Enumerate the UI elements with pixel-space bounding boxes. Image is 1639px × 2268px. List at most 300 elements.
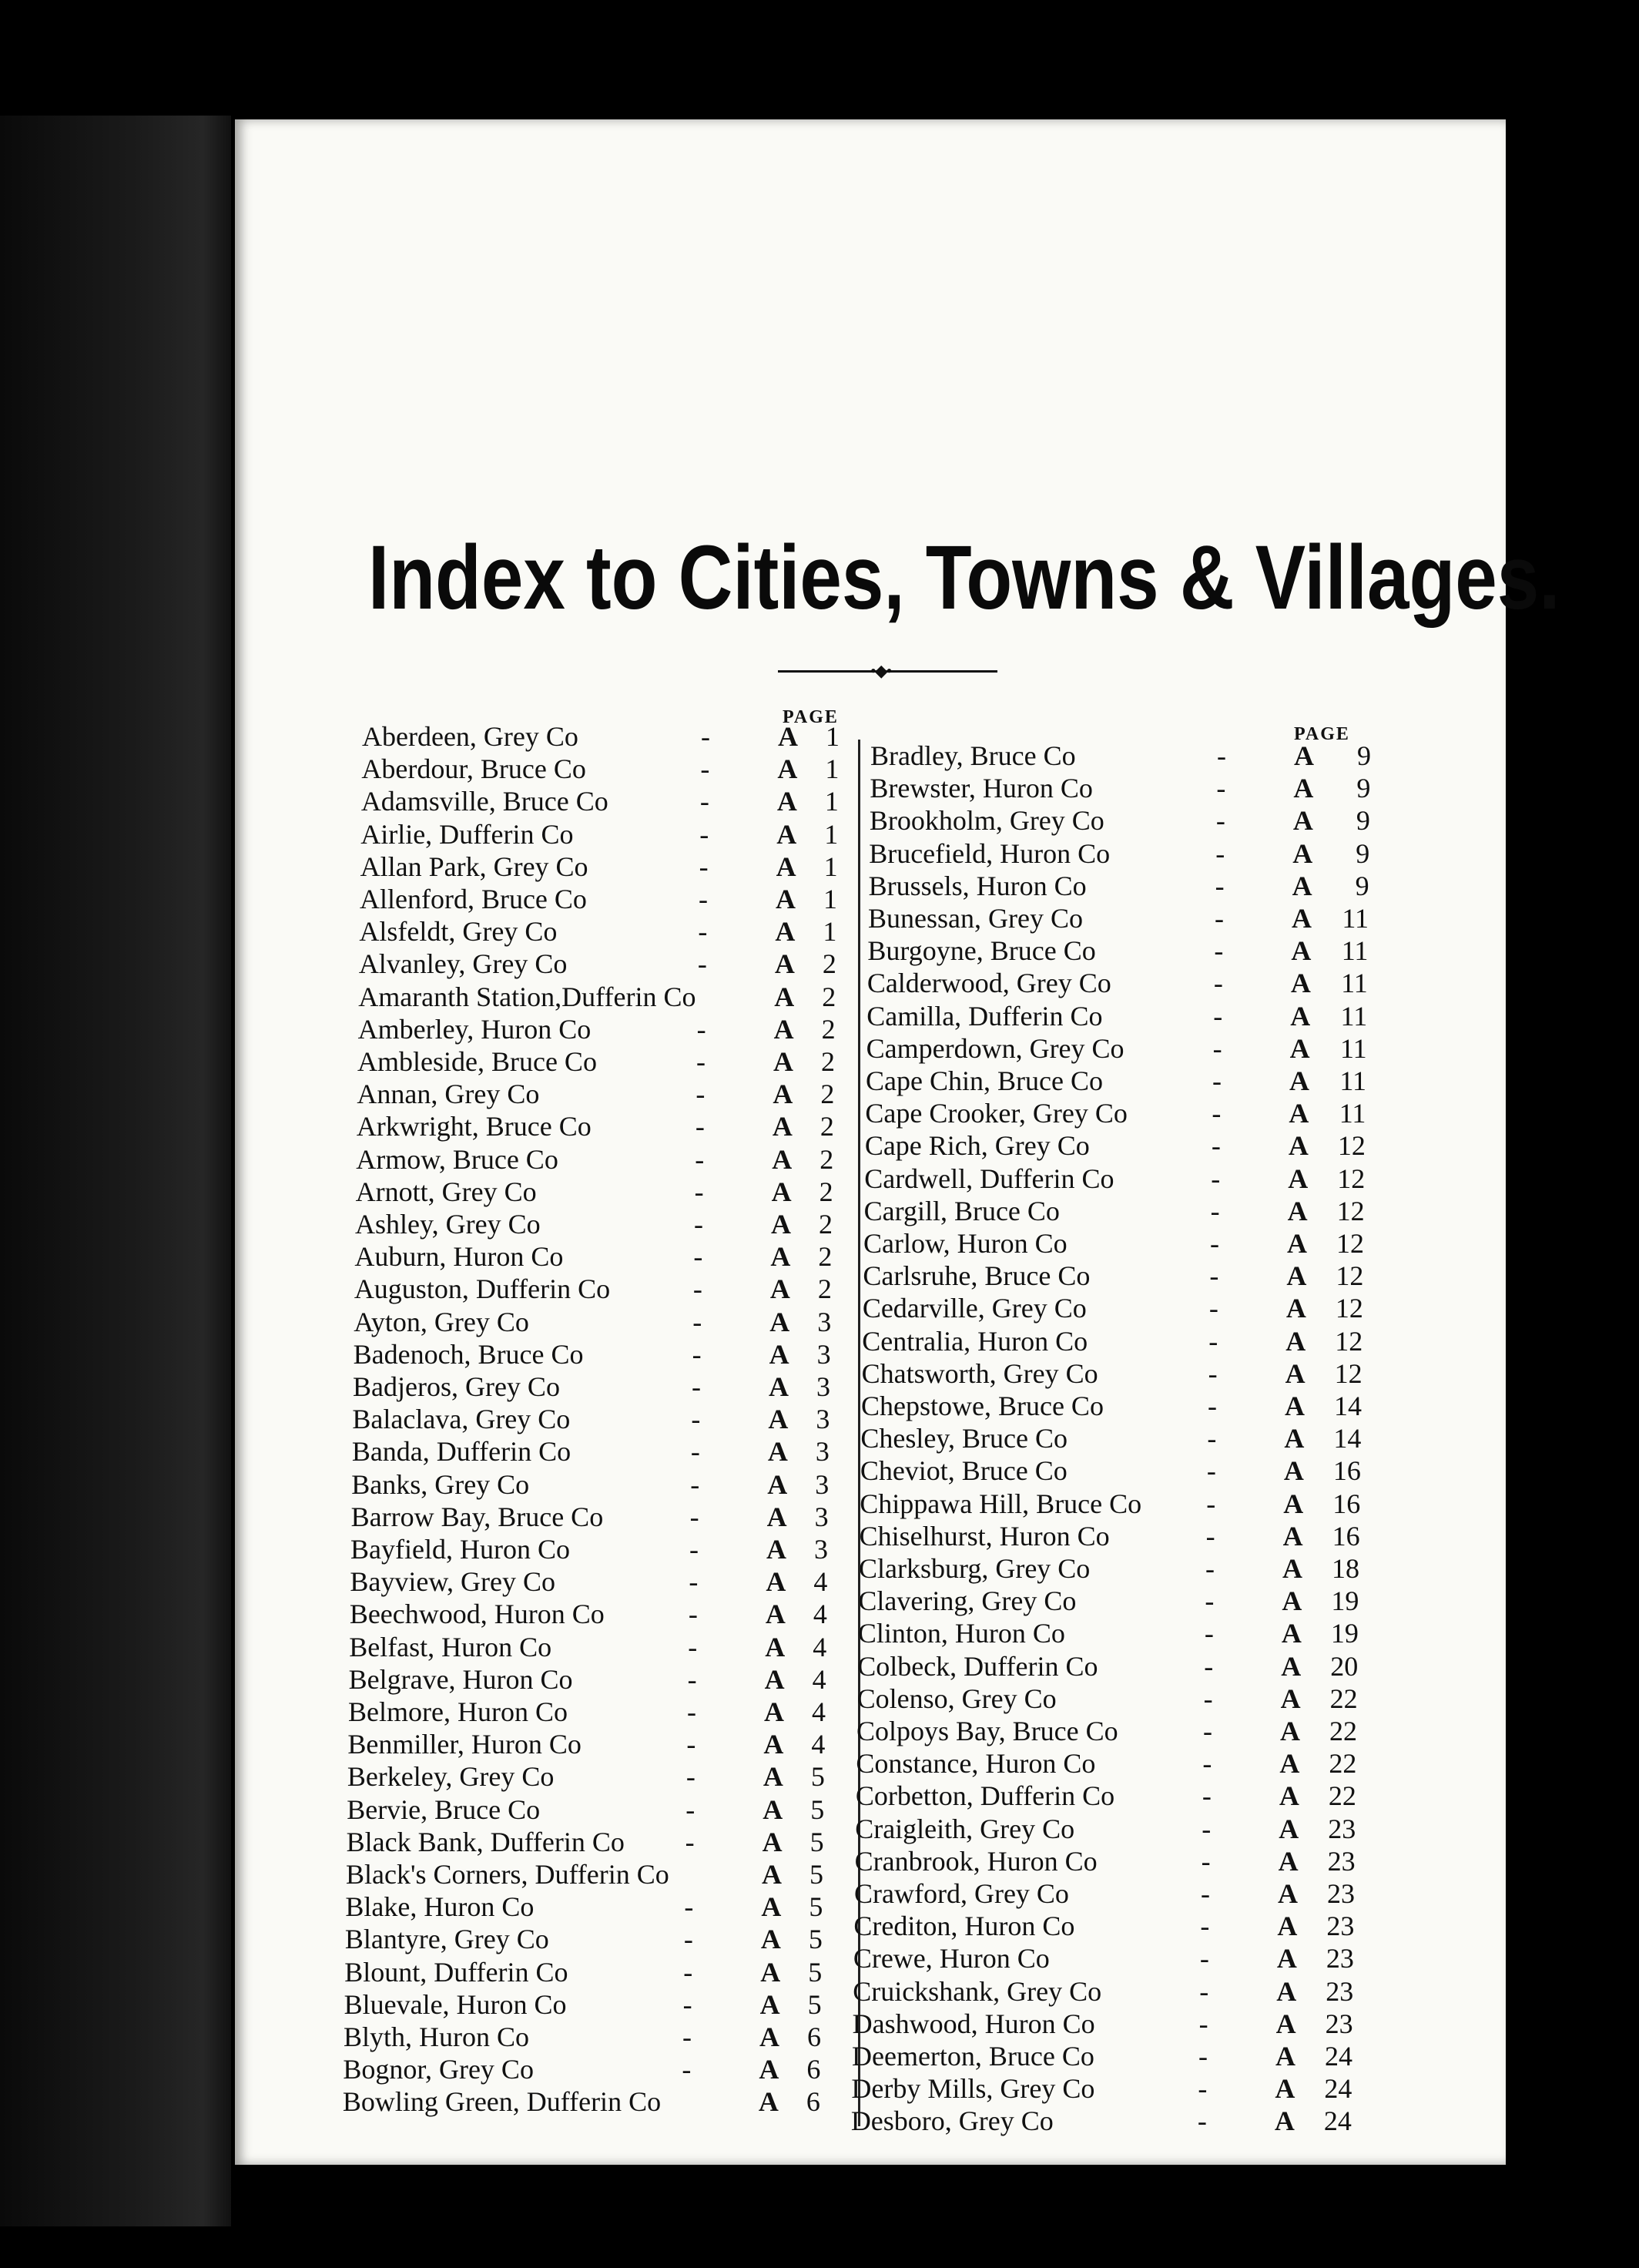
- entry-leader: -: [1212, 1098, 1222, 1129]
- entry-page: 12: [1337, 1130, 1366, 1162]
- entry-page: 6: [806, 2054, 821, 2085]
- index-entry: [870, 772, 1378, 804]
- entry-page: 1: [824, 818, 839, 850]
- index-entry: [854, 1877, 1362, 1910]
- entry-name: Badjeros, Grey Co: [353, 1371, 560, 1402]
- index-entry: [354, 1240, 847, 1273]
- entry-section: A: [1289, 1065, 1309, 1096]
- entry-leader: -: [1202, 1780, 1212, 1812]
- entry-leader: -: [698, 916, 708, 948]
- entry-section: A: [1292, 870, 1312, 901]
- entry-leader: -: [1203, 1683, 1213, 1714]
- index-entry: [344, 2021, 836, 2053]
- entry-name: Chesley, Bruce Co: [860, 1423, 1068, 1454]
- index-entry: [354, 1306, 846, 1338]
- entry-page: 23: [1328, 1813, 1356, 1844]
- entry-name: Bunessan, Grey Co: [868, 903, 1083, 934]
- index-entry: [853, 1910, 1362, 1942]
- index-entry: [862, 1357, 1370, 1390]
- entry-leader: -: [1198, 2073, 1208, 2105]
- entry-leader: -: [1215, 903, 1224, 934]
- entry-page: 1: [825, 753, 840, 785]
- entry-leader: -: [1214, 935, 1224, 967]
- entry-name: Craigleith, Grey Co: [855, 1813, 1075, 1844]
- entry-name: Aberdour, Bruce Co: [361, 753, 586, 785]
- entry-page: 22: [1329, 1748, 1357, 1780]
- entry-section: A: [1294, 740, 1314, 771]
- entry-name: Arnott, Grey Co: [355, 1176, 537, 1207]
- index-entry: [358, 981, 851, 1013]
- entry-leader: -: [697, 948, 707, 980]
- entry-section: A: [1280, 1716, 1300, 1746]
- index-entry: [867, 967, 1376, 999]
- entry-name: Blantyre, Grey Co: [344, 1924, 549, 1955]
- entry-page: 23: [1327, 1845, 1356, 1877]
- index-entry: [865, 1097, 1373, 1129]
- entry-leader: -: [1207, 1423, 1217, 1454]
- entry-name: Beechwood, Huron Co: [349, 1599, 605, 1630]
- entry-name: Alsfeldt, Grey Co: [359, 916, 558, 948]
- entry-section: A: [766, 1566, 786, 1598]
- entry-section: A: [1289, 1098, 1309, 1129]
- entry-page: 2: [818, 1241, 833, 1273]
- entry-section: A: [1278, 1845, 1299, 1877]
- entry-page: 5: [807, 1988, 822, 2020]
- entry-page: 2: [822, 948, 836, 980]
- entry-section: A: [1278, 1878, 1298, 1909]
- entry-section: A: [1276, 1975, 1297, 2007]
- entry-leader: -: [699, 850, 709, 882]
- entry-section: A: [769, 1338, 789, 1370]
- entry-name: Clarksburg, Grey Co: [859, 1553, 1091, 1584]
- index-entry: [354, 1273, 847, 1305]
- index-entry: [361, 785, 854, 817]
- entry-section: A: [1283, 1455, 1304, 1487]
- entry-section: A: [1287, 1195, 1308, 1226]
- entry-section: A: [759, 2021, 779, 2052]
- entry-section: A: [766, 1534, 786, 1565]
- page-title: Index to Cities, Towns & Villages.: [368, 527, 1560, 629]
- index-entry: [860, 1520, 1368, 1552]
- entry-name: Cargill, Bruce Co: [863, 1195, 1060, 1226]
- entry-leader: -: [1202, 1813, 1212, 1844]
- entry-name: Banks, Grey Co: [351, 1468, 530, 1500]
- index-entry: [869, 870, 1377, 902]
- index-entry: [863, 1260, 1371, 1292]
- entry-name: Crediton, Huron Co: [853, 1911, 1075, 1942]
- entry-leader: -: [1215, 805, 1225, 837]
- entry-section: A: [1276, 1943, 1297, 1974]
- entry-name: Aberdeen, Grey Co: [362, 721, 578, 752]
- rule-ornament: •◆•: [870, 661, 891, 680]
- entry-name: Brookholm, Grey Co: [869, 805, 1104, 837]
- entry-name: Clinton, Huron Co: [857, 1618, 1065, 1649]
- entry-leader: -: [1211, 1130, 1221, 1162]
- entry-section: A: [772, 1143, 793, 1175]
- entry-section: A: [763, 1761, 783, 1793]
- entry-section: A: [1288, 1163, 1309, 1194]
- entry-name: Chippawa Hill, Bruce Co: [860, 1488, 1142, 1519]
- entry-section: A: [1274, 2105, 1295, 2137]
- entry-page: 11: [1340, 1000, 1368, 1032]
- index-entry: [357, 1045, 850, 1078]
- entry-page: 2: [820, 1111, 834, 1142]
- entry-name: Chepstowe, Bruce Co: [861, 1391, 1104, 1421]
- entry-page: 23: [1326, 1911, 1355, 1942]
- entry-leader: -: [1208, 1293, 1218, 1324]
- index-entry: [863, 1292, 1371, 1324]
- entry-name: Colbeck, Dufferin Co: [857, 1650, 1098, 1682]
- entry-page: 22: [1329, 1716, 1357, 1746]
- entry-page: 3: [816, 1404, 830, 1435]
- entry-section: A: [1284, 1423, 1305, 1454]
- entry-leader: -: [695, 1143, 705, 1175]
- entry-leader: -: [683, 1956, 693, 1988]
- entry-name: Arkwright, Bruce Co: [356, 1111, 592, 1142]
- entry-leader: -: [1199, 1975, 1209, 2007]
- entry-section: A: [776, 884, 796, 914]
- index-entry: [355, 1208, 848, 1240]
- book-spine: [0, 116, 231, 2226]
- index-entry: [860, 1454, 1369, 1487]
- entry-section: A: [1291, 935, 1312, 967]
- entry-page: 11: [1341, 968, 1368, 999]
- index-entry: [352, 1435, 845, 1468]
- entry-leader: -: [1206, 1488, 1216, 1519]
- index-entry: [352, 1403, 845, 1435]
- index-entry: [853, 2008, 1361, 2040]
- entry-page: 5: [808, 1924, 823, 1955]
- index-entry: [864, 1163, 1373, 1195]
- entry-section: A: [777, 753, 798, 785]
- entry-name: Armow, Bruce Co: [356, 1143, 558, 1175]
- entry-page: 5: [809, 1859, 823, 1890]
- index-entry: [866, 1065, 1374, 1097]
- entry-leader: -: [1215, 870, 1225, 901]
- index-entry: [357, 1078, 850, 1110]
- index-entry: [867, 934, 1376, 967]
- entry-page: 16: [1332, 1488, 1361, 1519]
- entry-section: A: [763, 1729, 784, 1760]
- entry-page: 23: [1326, 1975, 1354, 2007]
- entry-name: Crawford, Grey Co: [854, 1878, 1069, 1909]
- entry-name: Cardwell, Dufferin Co: [864, 1163, 1114, 1194]
- entry-name: Carlsruhe, Bruce Co: [863, 1260, 1091, 1292]
- entry-section: A: [762, 1826, 783, 1857]
- entry-page: 1: [823, 884, 837, 914]
- entry-section: A: [1281, 1650, 1302, 1682]
- index-entry: [868, 902, 1376, 934]
- entry-section: A: [1282, 1520, 1303, 1552]
- entry-leader: -: [1208, 1357, 1218, 1389]
- entry-name: Camilla, Dufferin Co: [866, 1000, 1103, 1032]
- entry-section: A: [764, 1663, 785, 1695]
- index-entry: [344, 1988, 837, 2021]
- index-entry: [870, 804, 1378, 837]
- entry-leader: -: [695, 1079, 706, 1110]
- entry-leader: -: [695, 1111, 705, 1142]
- entry-section: A: [1288, 1130, 1309, 1162]
- entry-section: A: [766, 1501, 787, 1532]
- index-entry: [856, 1780, 1364, 1812]
- entry-name: Deemerton, Bruce Co: [852, 2041, 1094, 2072]
- entry-page: 5: [809, 1891, 823, 1923]
- entry-section: A: [776, 818, 797, 850]
- entry-name: Berkeley, Grey Co: [347, 1761, 555, 1793]
- entry-page: 20: [1330, 1650, 1359, 1682]
- entry-page: 19: [1331, 1585, 1359, 1617]
- entry-leader: -: [1203, 1716, 1212, 1746]
- entry-page: 6: [807, 2021, 821, 2052]
- entry-section: A: [1282, 1553, 1302, 1584]
- entry-leader: -: [699, 818, 709, 850]
- entry-name: Dashwood, Huron Co: [852, 2008, 1095, 2039]
- index-entry: [343, 2085, 836, 2118]
- index-entry: [360, 850, 853, 883]
- entry-page: 4: [813, 1631, 827, 1662]
- entry-section: A: [1279, 1813, 1299, 1844]
- index-entry: [857, 1683, 1366, 1715]
- entry-leader: -: [696, 1013, 706, 1045]
- entry-leader: -: [700, 753, 710, 785]
- entry-section: A: [764, 1696, 784, 1727]
- entry-page: 1: [823, 850, 838, 882]
- index-entry: [350, 1533, 843, 1565]
- entry-section: A: [762, 1859, 782, 1890]
- index-entry: [350, 1598, 843, 1630]
- index-entry: [358, 1013, 851, 1045]
- entry-leader: -: [1209, 1260, 1219, 1292]
- index-entry: [347, 1728, 840, 1760]
- entry-name: Adamsville, Bruce Co: [360, 786, 608, 817]
- entry-section: A: [759, 1988, 780, 2020]
- entry-section: A: [760, 1956, 781, 1988]
- entry-section: A: [773, 1079, 793, 1110]
- entry-leader: -: [685, 1761, 695, 1793]
- entry-page: 4: [811, 1729, 826, 1760]
- entry-page: 5: [810, 1761, 825, 1793]
- index-entry: [863, 1227, 1372, 1260]
- index-entry: [860, 1488, 1368, 1520]
- entry-name: Blyth, Huron Co: [344, 2021, 530, 2052]
- entry-leader: -: [687, 1663, 697, 1695]
- entry-page: 24: [1323, 2105, 1352, 2137]
- entry-page: 24: [1324, 2073, 1352, 2105]
- entry-name: Ambleside, Bruce Co: [357, 1046, 597, 1077]
- index-entry: [356, 1176, 849, 1208]
- entry-page: 1: [823, 916, 837, 948]
- index-entry: [345, 1891, 838, 1923]
- entry-name: Ayton, Grey Co: [354, 1306, 529, 1337]
- entry-leader: -: [689, 1566, 699, 1598]
- entry-name: Brewster, Huron Co: [870, 773, 1093, 804]
- entry-section: A: [767, 1468, 788, 1500]
- entry-name: Auburn, Huron Co: [354, 1241, 564, 1273]
- entry-leader: -: [682, 1988, 692, 2020]
- entry-page: 9: [1357, 740, 1371, 771]
- entry-section: A: [1292, 805, 1313, 837]
- entry-leader: -: [684, 1891, 694, 1923]
- entry-name: Crewe, Huron Co: [853, 1943, 1050, 1974]
- entry-name: Centralia, Huron Co: [862, 1325, 1088, 1357]
- entry-name: Colpoys Bay, Bruce Co: [856, 1716, 1118, 1746]
- entry-leader: -: [692, 1338, 702, 1370]
- index-entry: [858, 1617, 1366, 1649]
- entry-page: 11: [1339, 1032, 1367, 1064]
- entry-section: A: [1281, 1618, 1302, 1649]
- entry-page: 2: [821, 1013, 836, 1045]
- entry-section: A: [1285, 1325, 1306, 1357]
- index-entry: [856, 1747, 1364, 1780]
- entry-page: 22: [1328, 1780, 1356, 1812]
- index-entry: [864, 1195, 1373, 1227]
- index-entry: [357, 1110, 850, 1142]
- index-entry: [859, 1552, 1367, 1585]
- entry-page: 2: [819, 1209, 833, 1240]
- entry-name: Benmiller, Huron Co: [347, 1729, 582, 1760]
- entry-leader: -: [692, 1273, 702, 1305]
- entry-section: A: [770, 1241, 791, 1273]
- entry-name: Brussels, Huron Co: [868, 870, 1087, 901]
- entry-leader: -: [690, 1468, 700, 1500]
- entry-page: 3: [815, 1436, 830, 1468]
- entry-section: A: [769, 1371, 789, 1402]
- entry-section: A: [1286, 1260, 1307, 1292]
- entry-page: 12: [1335, 1293, 1363, 1324]
- index-entry: [853, 1975, 1361, 2008]
- entry-section: A: [772, 1111, 793, 1142]
- right-page-header: PAGE: [1294, 724, 1350, 744]
- entry-page: 2: [820, 1143, 834, 1175]
- entry-page: 12: [1334, 1357, 1362, 1389]
- left-page-header: PAGE: [783, 707, 839, 727]
- entry-leader: -: [686, 1729, 696, 1760]
- entry-page: 14: [1333, 1423, 1362, 1454]
- entry-page: 12: [1336, 1228, 1364, 1259]
- entry-name: Bowling Green, Dufferin Co: [342, 2086, 662, 2118]
- entry-section: A: [1285, 1391, 1305, 1421]
- entry-name: Cheviot, Bruce Co: [860, 1455, 1068, 1487]
- index-entry: [348, 1696, 841, 1728]
- entry-leader: -: [690, 1436, 700, 1468]
- entry-name: Chiselhurst, Huron Co: [859, 1520, 1110, 1552]
- entry-section: A: [763, 1793, 783, 1825]
- entry-leader: -: [1215, 837, 1225, 869]
- entry-leader: -: [1197, 2105, 1207, 2137]
- index-entry: [851, 2105, 1359, 2137]
- entry-leader: -: [688, 1631, 698, 1662]
- entry-page: 22: [1329, 1683, 1358, 1714]
- entry-section: A: [1289, 1032, 1310, 1064]
- entry-page: 3: [816, 1371, 830, 1402]
- entry-section: A: [761, 1891, 782, 1923]
- entry-leader: -: [1208, 1391, 1217, 1421]
- index-entry: [359, 915, 852, 948]
- entry-name: Constance, Huron Co: [856, 1748, 1096, 1780]
- index-entry: [343, 2053, 836, 2085]
- index-entry: [855, 1845, 1363, 1877]
- entry-name: Allenford, Bruce Co: [360, 884, 587, 914]
- entry-section: A: [1280, 1683, 1301, 1714]
- entry-leader: -: [1198, 2008, 1208, 2039]
- entry-name: Allan Park, Grey Co: [360, 850, 588, 882]
- entry-section: A: [778, 721, 798, 752]
- entry-page: 2: [822, 981, 836, 1012]
- index-entry: [870, 740, 1379, 772]
- entry-leader: -: [1212, 1065, 1222, 1096]
- entry-page: 12: [1335, 1325, 1363, 1357]
- entry-section: A: [1293, 773, 1314, 804]
- entry-leader: -: [1205, 1520, 1215, 1552]
- entry-section: A: [758, 2086, 779, 2118]
- entry-leader: -: [1204, 1650, 1214, 1682]
- entry-name: Black's Corners, Dufferin Co: [346, 1859, 669, 1890]
- entry-leader: -: [694, 1209, 703, 1240]
- entry-page: 3: [817, 1306, 832, 1337]
- entry-page: 6: [806, 2086, 820, 2118]
- entry-name: Auguston, Dufferin Co: [354, 1273, 611, 1305]
- entry-name: Corbetton, Dufferin Co: [855, 1780, 1115, 1812]
- entry-leader: -: [1205, 1553, 1215, 1584]
- entry-name: Bayfield, Huron Co: [350, 1534, 570, 1565]
- entry-name: Brucefield, Huron Co: [869, 837, 1111, 869]
- entry-section: A: [769, 1306, 790, 1337]
- index-entry: [351, 1468, 844, 1501]
- entry-page: 2: [819, 1176, 833, 1207]
- index-entry: [360, 818, 853, 850]
- entry-section: A: [765, 1599, 786, 1630]
- index-entry: [347, 1793, 840, 1826]
- entry-name: Belmore, Huron Co: [348, 1696, 568, 1727]
- index-entry: [865, 1129, 1373, 1162]
- entry-section: A: [760, 1924, 781, 1955]
- entry-leader: -: [1199, 1943, 1209, 1974]
- index-entry: [346, 1858, 839, 1891]
- entry-leader: -: [1200, 1911, 1210, 1942]
- entry-name: Bayview, Grey Co: [350, 1566, 556, 1598]
- entry-leader: -: [1202, 1748, 1212, 1780]
- entry-name: Bradley, Bruce Co: [870, 740, 1076, 771]
- entry-page: 18: [1332, 1553, 1359, 1584]
- entry-page: 9: [1355, 870, 1369, 901]
- entry-section: A: [1292, 903, 1312, 934]
- entry-leader: -: [683, 1924, 693, 1955]
- entry-name: Amaranth Station,Dufferin Co: [358, 981, 696, 1012]
- entry-name: Balaclava, Grey Co: [352, 1404, 571, 1435]
- entry-leader: -: [1198, 2041, 1208, 2072]
- entry-page: 24: [1325, 2041, 1352, 2072]
- entry-section: A: [1287, 1228, 1307, 1259]
- index-entry: [852, 2040, 1360, 2072]
- entry-section: A: [775, 916, 796, 948]
- entry-section: A: [773, 1046, 793, 1077]
- entry-page: 2: [817, 1273, 832, 1305]
- entry-name: Burgoyne, Bruce Co: [867, 935, 1096, 967]
- entry-section: A: [771, 1176, 792, 1207]
- entry-page: 16: [1332, 1455, 1361, 1487]
- index-entry: [860, 1422, 1369, 1454]
- entry-leader: -: [689, 1534, 699, 1565]
- index-entry: [856, 1715, 1365, 1747]
- entry-section: A: [1275, 2073, 1295, 2105]
- entry-name: Bervie, Bruce Co: [347, 1793, 541, 1825]
- entry-leader: -: [1208, 1325, 1218, 1357]
- entry-section: A: [1275, 2008, 1296, 2039]
- entry-name: Chatsworth, Grey Co: [861, 1357, 1098, 1389]
- entry-section: A: [1283, 1488, 1304, 1519]
- entry-name: Cruickshank, Grey Co: [853, 1975, 1102, 2007]
- index-entry: [869, 837, 1377, 870]
